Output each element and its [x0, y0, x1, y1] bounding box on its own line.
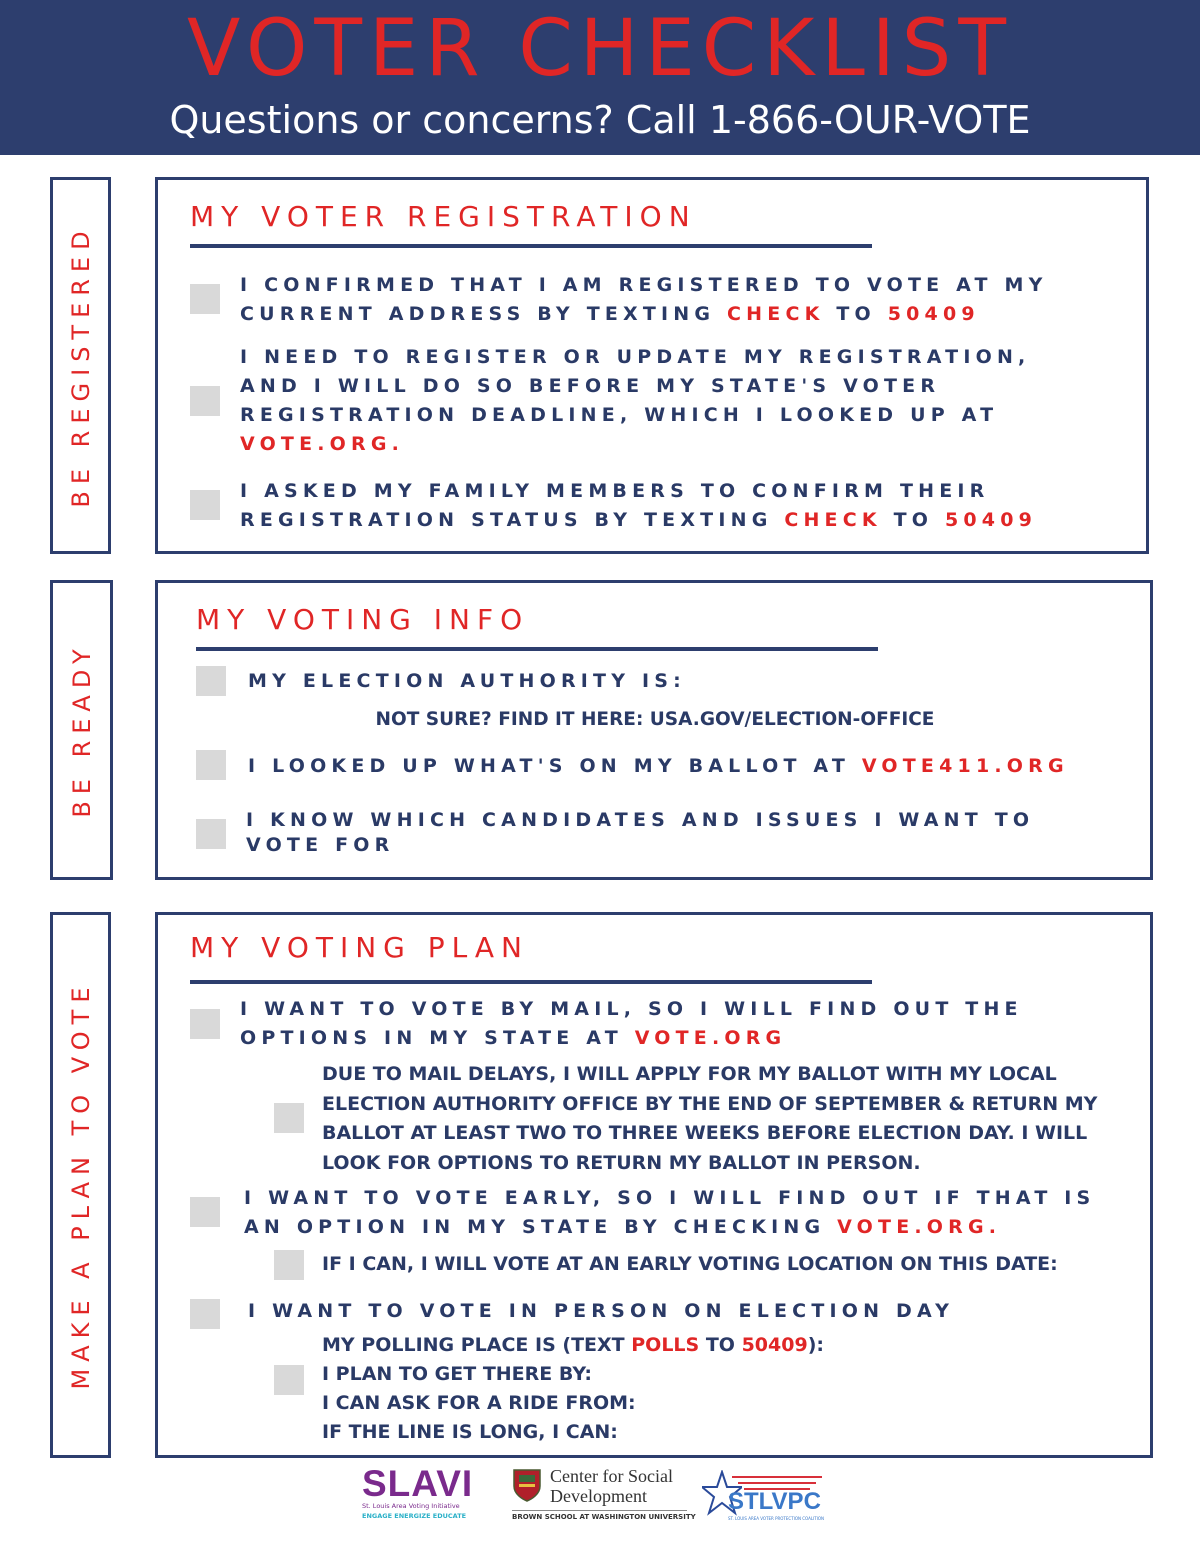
- side-label-plan: MAKE A PLAN TO VOTE: [66, 980, 95, 1390]
- checkbox-ballot-lookup[interactable]: [196, 750, 226, 780]
- csd-divider: [512, 1510, 687, 1511]
- panel-voting-info: [155, 580, 1153, 880]
- checkbox-vote-in-person[interactable]: [190, 1299, 220, 1329]
- csd-logo: [512, 1466, 696, 1526]
- item-ballot-lookup: I LOOKED UP WHAT'S ON MY BALLOT AT VOTE411.ORG: [248, 755, 1069, 777]
- side-label-box-registered: [50, 177, 111, 554]
- election-office-hint[interactable]: NOT SURE? FIND IT HERE: USA.GOV/ELECTION-OFFICE: [375, 709, 935, 730]
- panel-voter-registration: [155, 177, 1149, 554]
- panel-title-voting-plan: MY VOTING PLAN: [190, 931, 529, 964]
- slavi-logo: [362, 1463, 482, 1526]
- long-line-line: IF THE LINE IS LONG, I CAN:: [322, 1421, 618, 1443]
- title-underline: [196, 647, 878, 651]
- stlvpc-logo-name: STLVPC: [728, 1488, 821, 1515]
- polling-place-line: MY POLLING PLACE IS (TEXT POLLS TO 50409):: [322, 1334, 824, 1356]
- slavi-logo-sub: St. Louis Area Voting Initiative: [362, 1502, 460, 1510]
- checkbox-early-location[interactable]: [274, 1250, 304, 1280]
- checkbox-election-authority[interactable]: [196, 666, 226, 696]
- item-election-authority: MY ELECTION AUTHORITY IS:: [248, 670, 686, 692]
- header-banner: [0, 0, 1200, 155]
- checkbox-family-confirm[interactable]: [190, 490, 220, 520]
- item-registered-confirmed: I CONFIRMED THAT I AM REGISTERED TO VOTE AT MY CURRENT ADDRESS BY TEXTING CHECK TO 50409: [240, 274, 1048, 325]
- item-family-confirm: I ASKED MY FAMILY MEMBERS TO CONFIRM THEIR REGISTRATION STATUS BY TEXTING CHECK TO 50409: [240, 480, 1038, 531]
- checkbox-need-register[interactable]: [190, 386, 220, 416]
- get-there-line: I PLAN TO GET THERE BY:: [322, 1363, 593, 1385]
- checkbox-mail-delays[interactable]: [274, 1103, 304, 1133]
- side-label-ready: BE READY: [67, 642, 96, 818]
- shield-icon: [512, 1468, 542, 1502]
- title-underline: [190, 980, 872, 984]
- checkbox-registered-confirmed[interactable]: [190, 284, 220, 314]
- item-early-location: IF I CAN, I WILL VOTE AT AN EARLY VOTING LOCATION ON THIS DATE:: [322, 1253, 1058, 1275]
- panel-voting-plan: [155, 912, 1153, 1458]
- slavi-logo-tag: ENGAGE ENERGIZE EDUCATE: [362, 1512, 467, 1520]
- ride-line: I CAN ASK FOR A RIDE FROM:: [322, 1392, 636, 1414]
- checkbox-vote-by-mail[interactable]: [190, 1009, 220, 1039]
- csd-logo-name: Center for Social Development: [550, 1466, 673, 1506]
- item-know-candidates: I KNOW WHICH CANDIDATES AND ISSUES I WANT TO VOTE FOR: [246, 809, 1035, 856]
- side-label-box-plan: [50, 912, 111, 1458]
- stlvpc-logo-sub: ST. LOUIS AREA VOTER PROTECTION COALITION: [728, 1516, 825, 1521]
- side-label-registered: BE REGISTERED: [66, 223, 95, 508]
- checkbox-know-candidates[interactable]: [196, 819, 226, 849]
- side-label-box-ready: [50, 580, 113, 880]
- checkbox-vote-early[interactable]: [190, 1197, 220, 1227]
- title-underline: [190, 244, 872, 248]
- page-subtitle: Questions or concerns? Call 1-866-OUR-VOTE: [169, 98, 1031, 142]
- panel-title-registration: MY VOTER REGISTRATION: [190, 200, 697, 233]
- stlvpc-logo: [702, 1466, 832, 1526]
- item-need-register: I NEED TO REGISTER OR UPDATE MY REGISTRATION, AND I WILL DO SO BEFORE MY STATE'S VOTER REGISTRATION DEADLINE, WHICH I LOOKED UP AT VOTE.ORG.: [240, 346, 1031, 455]
- slavi-logo-name: SLAVI: [362, 1463, 474, 1504]
- item-vote-in-person: I WANT TO VOTE IN PERSON ON ELECTION DAY: [248, 1300, 955, 1322]
- panel-title-voting-info: MY VOTING INFO: [196, 603, 530, 636]
- item-mail-delays: DUE TO MAIL DELAYS, I WILL APPLY FOR MY BALLOT WITH MY LOCAL ELECTION AUTHORITY OFFICE BY THE END OF SEPTEMBER & RETURN MY BALLOT AT LEAST TWO TO THREE WEEKS BEFORE ELECTION DAY. I WILL LOOK FOR OPTIONS TO RETURN MY BALLOT IN PERSON.: [322, 1063, 1098, 1174]
- csd-logo-sub: BROWN SCHOOL AT WASHINGTON UNIVERSITY: [512, 1513, 696, 1521]
- page-title: VOTER CHECKLIST: [187, 4, 1013, 94]
- checkbox-in-person-details[interactable]: [274, 1365, 304, 1395]
- item-vote-early: I WANT TO VOTE EARLY, SO I WILL FIND OUT IF THAT IS AN OPTION IN MY STATE BY CHECKING VOTE.ORG.: [244, 1187, 1096, 1238]
- item-vote-by-mail: I WANT TO VOTE BY MAIL, SO I WILL FIND OUT THE OPTIONS IN MY STATE AT VOTE.ORG: [240, 998, 1023, 1049]
